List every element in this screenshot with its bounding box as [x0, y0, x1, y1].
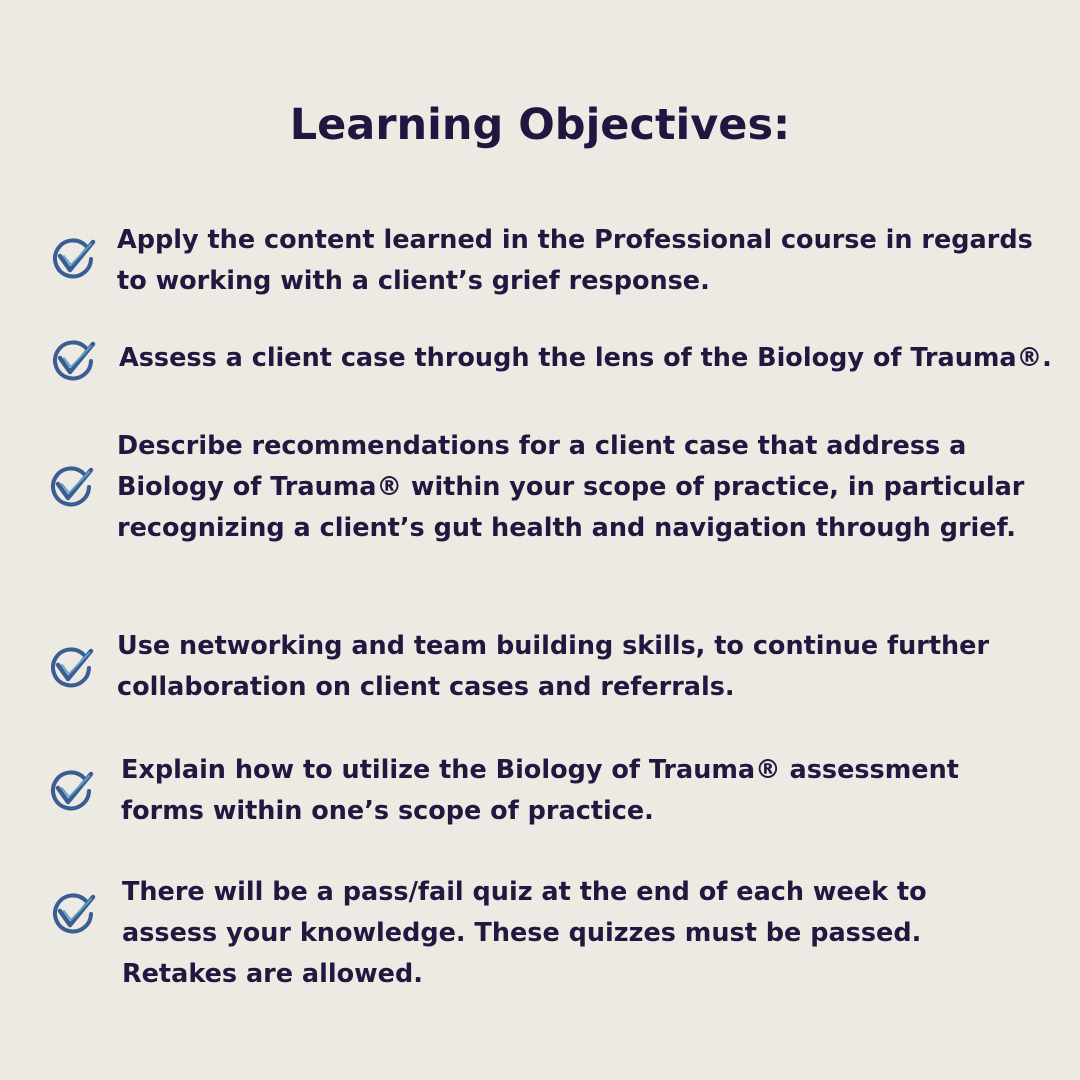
objective-text: Describe recommendations for a client case that address a Biology of Trauma® within your scope of practice, in particular recognizing a client’s gut health and navigation through grief. [117, 431, 1025, 543]
objective-text: Explain how to utilize the Biology of Trauma® assessment forms within one’s scope of practice. [121, 755, 959, 826]
objective-text: There will be a pass/fail quiz at the end of each week to assess your knowledge. These quizzes must be passed. Retakes are allowed. [122, 877, 927, 989]
objective-text: Apply the content learned in the Professional course in regards to working with a client’s grief response. [117, 225, 1033, 296]
checkmark-circle-icon [48, 234, 98, 284]
checkmark-circle-icon [48, 889, 98, 939]
checkmark-circle-icon [46, 643, 96, 693]
checkmark-circle-icon [48, 336, 98, 386]
objective-text: Assess a client case through the lens of the Biology of Trauma®. [119, 343, 1052, 373]
objective-text: Use networking and team building skills, to continue further collaboration on client cases and referrals. [117, 631, 990, 702]
checkmark-circle-icon [46, 462, 96, 512]
checkmark-circle-icon [46, 766, 96, 816]
page-title: Learning Objectives: [289, 100, 791, 150]
